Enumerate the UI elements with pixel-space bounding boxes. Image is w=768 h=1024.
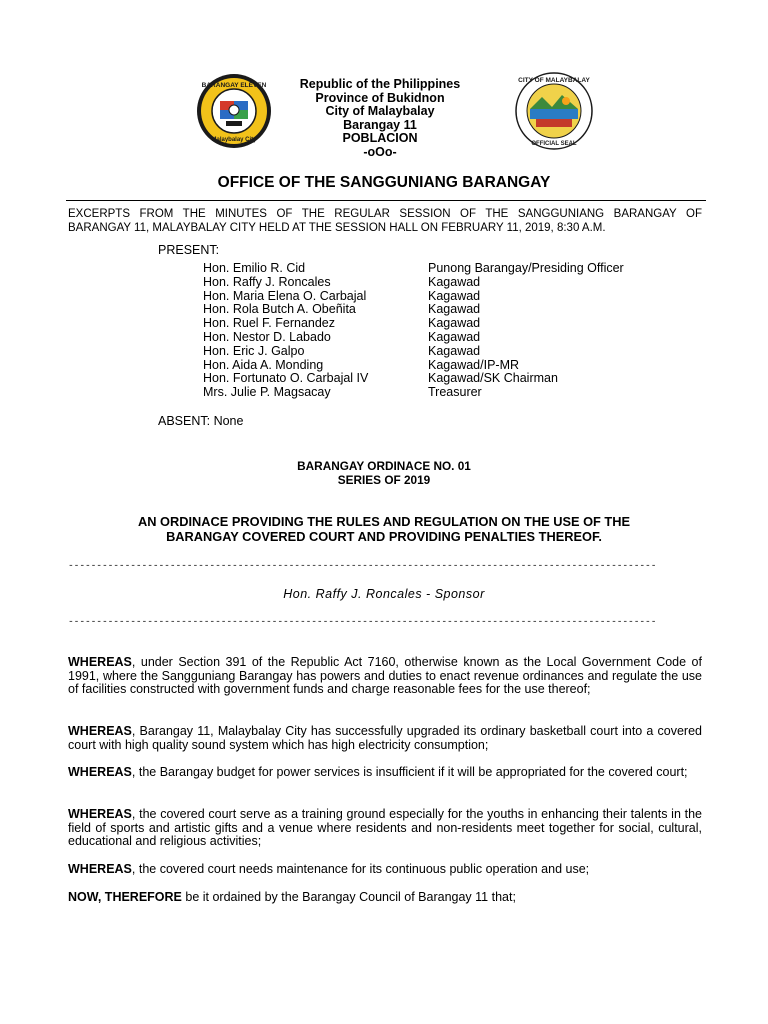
roster-row [203,345,624,359]
letterhead [220,78,540,160]
member-role: Punong Barangay/Presiding Officer [428,261,624,275]
member-role: Kagawad [428,329,481,344]
excerpt-heading [68,207,702,235]
sponsor-line: Hon. Raffy J. Roncales - Sponsor [283,587,485,601]
header-rule [66,200,706,201]
svg-text:Malaybalay City: Malaybalay City [211,137,257,143]
paragraph-lead: WHEREAS [68,807,132,821]
letterhead-line: POBLACION [342,131,418,146]
svg-text:OFFICIAL SEAL: OFFICIAL SEAL [531,141,577,147]
ordinance-title [60,514,708,544]
letterhead-line: -oOo- [363,144,397,159]
roster-row [203,276,624,290]
member-name: Hon. Ruel F. Fernandez [203,316,336,331]
paragraph-lead: WHEREAS [68,724,132,738]
paragraph-lead: NOW, THEREFORE [68,890,182,904]
member-name: Mrs. Julie P. Magsacay [203,385,331,400]
paragraph-text: , the covered court serve as a training ground especially for the youths in enhancing their talents in the field of sports and artistic gifts and a venue where residents and non-residents meet together for social, cultural, educational and religious activities; [68,807,702,849]
member-name: Hon. Raffy J. Roncales [203,274,331,289]
paragraph-lead: WHEREAS [68,765,132,779]
member-role: Kagawad [428,316,481,331]
whereas-paragraph [68,863,702,877]
roster-row [203,317,624,331]
member-role: Kagawad/SK Chairman [428,371,558,386]
excerpt-line: BARANGAY 11, MALAYBALAY CITY HELD AT THE SESSION HALL ON FEBRUARY 11, 2019, 8:30 A.M. [68,222,606,234]
ordinance-heading [0,459,768,487]
member-name: Hon. Nestor D. Labado [203,329,331,344]
member-name: Hon. Maria Elena O. Carbajal [203,288,367,303]
member-role: Kagawad/IP-MR [428,357,520,372]
paragraph-text: , Barangay 11, Malaybalay City has successfully upgraded its ordinary basketball court into a covered court with high quality sound system which has high electricity consumption; [68,724,702,752]
paragraph-text: , under Section 391 of the Republic Act 7160, otherwise known as the Local Government Code of 1991, where the Sangguniang Barangay has powers and duties to enact revenue ordinances and regulate the use of facilities constructed with government funds and charge reasonable fees for the use thereof; [68,655,702,697]
whereas-paragraph [68,766,702,780]
roster-row [203,386,624,400]
roster-row [203,331,624,345]
paragraph-text: be it ordained by the Barangay Council of Barangay 11 that; [181,890,516,904]
present-label: PRESENT: [158,243,220,257]
excerpt-line: EXCERPTS FROM THE MINUTES OF THE REGULAR SESSION OF THE SANGGUNIANG BARANGAY OF [68,208,702,220]
letterhead-line: Republic of the Philippines [299,77,461,91]
paragraph-lead: WHEREAS [68,862,132,876]
member-name: Hon. Rola Butch A. Obeñita [203,302,356,317]
office-title: OFFICE OF THE SANGGUNIANG BARANGAY [217,174,551,191]
absent-line: ABSENT: None [158,414,244,428]
paragraph-lead: WHEREAS [68,655,132,669]
svg-text:CITY OF MALAYBALAY: CITY OF MALAYBALAY [518,77,590,84]
member-name: Hon. Fortunato O. Carbajal IV [203,371,369,386]
member-role: Treasurer [428,385,482,400]
ordinance-title-line: BARANGAY COVERED COURT AND PROVIDING PENALTIES THEREOF. [166,529,602,544]
roster-row [203,290,624,304]
member-name: Hon. Eric J. Galpo [203,343,305,358]
dashed-divider: -------------------------------------------------------------------------------------------------------- [68,617,657,627]
letterhead-line: Barangay 11 [343,117,417,132]
member-role: Kagawad [428,343,481,358]
ordinance-series: SERIES OF 2019 [337,473,431,487]
member-name: Hon. Aida A. Monding [203,357,324,372]
paragraph-text: , the Barangay budget for power services is insufficient if it will be appropriated for the covered court; [131,765,688,779]
whereas-paragraph [68,808,702,849]
attendance-roster [203,262,624,400]
paragraph-text: , the covered court needs maintenance for its continuous public operation and use; [131,862,590,876]
roster-row [203,303,624,317]
letterhead-line: City of Malaybalay [325,104,435,119]
whereas-paragraph [68,725,702,752]
ordinance-number: BARANGAY ORDINACE NO. 01 [297,459,471,473]
letterhead-line: Province of Bukidnon [315,90,445,105]
roster-row [203,262,624,276]
member-role: Kagawad [428,288,481,303]
ordaining-clause [68,891,702,905]
svg-text:BARANGAY ELEVEN: BARANGAY ELEVEN [201,82,267,89]
dashed-divider: -------------------------------------------------------------------------------------------------------- [68,561,657,571]
city-of-malaybalay-seal [514,71,590,147]
whereas-paragraph [68,656,702,697]
member-role: Kagawad [428,302,481,317]
roster-row [203,372,624,386]
member-name: Hon. Emilio R. Cid [203,261,306,275]
ordinance-title-line: AN ORDINACE PROVIDING THE RULES AND REGULATION ON THE USE OF THE [138,514,630,529]
member-role: Kagawad [428,274,481,289]
roster-row [203,359,624,373]
